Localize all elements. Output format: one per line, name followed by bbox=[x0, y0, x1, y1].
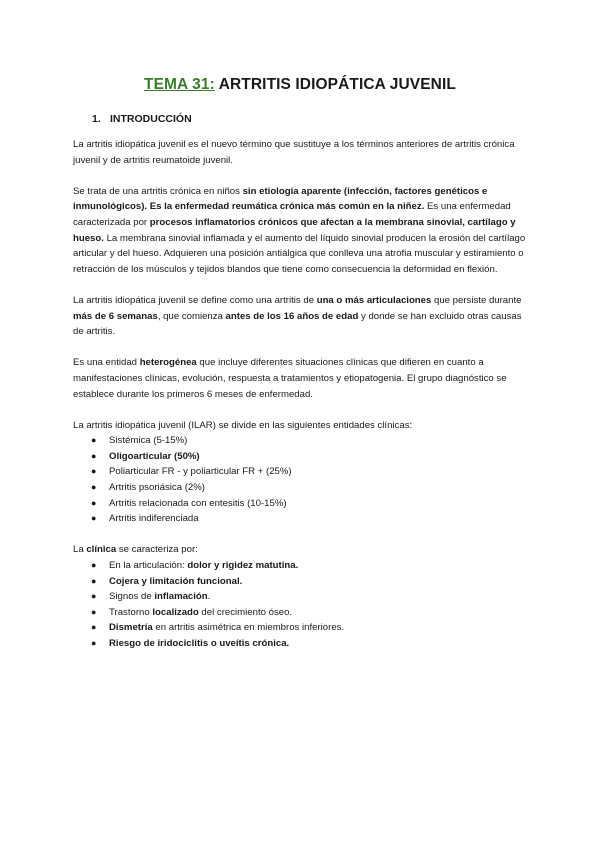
bold-text: sin etiología aparente (infección, factores genéticos e inmunológicos). Es la enfermedad reumática crónica más común en la niñez. bbox=[73, 185, 488, 213]
text-run: Artritis psoriásica (2%) bbox=[109, 482, 205, 494]
bold-text: heterogénea bbox=[139, 357, 197, 369]
section-title: INTRODUCCIÓN bbox=[110, 113, 192, 125]
bold-text: inflamación bbox=[154, 591, 208, 603]
text-run: y donde se han excluido otras causas de artritis. bbox=[73, 310, 522, 338]
bullet-icon: ● bbox=[91, 497, 97, 508]
list-item bbox=[73, 589, 533, 605]
list-item bbox=[73, 464, 533, 480]
bold-text: Riesgo de iridociclitis o uveítis crónica. bbox=[109, 638, 290, 649]
bold-text: más de 6 semanas bbox=[73, 310, 158, 322]
page-title bbox=[0, 76, 600, 94]
bullet-icon: ● bbox=[91, 466, 97, 477]
bullet-icon: ● bbox=[91, 482, 97, 493]
text-run: en artritis asimétrica en miembros inferiores. bbox=[152, 622, 345, 634]
paragraph-definition-term: La artritis idiopática juvenil es el nuevo término que sustituye a los términos anteriores de artritis crónica juvenil y de artritis reumatoide juvenil. bbox=[73, 139, 515, 166]
section-number: 1. bbox=[92, 113, 101, 125]
list-clinica bbox=[73, 558, 533, 652]
bold-text: localizado bbox=[152, 606, 199, 618]
paragraph-description bbox=[73, 184, 533, 278]
text-run: que incluye diferentes situaciones clínicas que difieren en cuanto a manifestaciones clínicas, evolución, respuesta a tratamientos y etiopatogenia. El grupo diagnóstico se establece durante los primeros 6 meses de enfermedad. bbox=[73, 357, 507, 400]
list-item bbox=[73, 605, 533, 621]
bullet-icon: ● bbox=[91, 606, 97, 617]
bold-text: Cojera y limitación funcional. bbox=[109, 575, 243, 587]
text-run: La membrana sinovial inflamada y el aumento del líquido sinovial producen la erosión del cartílago articular y del hueso. Adquieren una posición antiálgica que conlleva una atrofia muscular y estiramiento o retracción de los músculos y tejidos blandos que tiene como consecuencia la deformidad en flexión. bbox=[73, 232, 526, 275]
text-run: Se trata de una artritis crónica en niños bbox=[73, 185, 243, 197]
paragraph-heterogeneity bbox=[73, 355, 533, 402]
bold-text: Oligoarticular (50%) bbox=[109, 450, 200, 462]
bold-text: Dismetría bbox=[109, 622, 153, 634]
paragraph-ilar-intro: La artritis idiopática juvenil (ILAR) se divide en las siguientes entidades clínicas: bbox=[73, 419, 413, 431]
list-item bbox=[73, 620, 533, 636]
bold-text: procesos inflamatorios crónicos que afectan a la membrana sinovial, cartílago y hueso. bbox=[73, 216, 516, 244]
list-item bbox=[73, 636, 533, 652]
text-run: Poliarticular FR - y poliarticular FR + (25%) bbox=[109, 466, 292, 478]
text-run: , que comienza bbox=[157, 310, 226, 322]
bold-text: una o más articulaciones bbox=[316, 294, 432, 306]
text-run: La bbox=[73, 544, 87, 556]
text-run: Sistémica (5-15%) bbox=[109, 435, 188, 447]
bullet-icon: ● bbox=[91, 450, 97, 461]
bullet-icon: ● bbox=[91, 560, 97, 571]
bullet-icon: ● bbox=[91, 513, 97, 524]
bullet-icon: ● bbox=[91, 435, 97, 446]
list-entidades-clinicas bbox=[73, 433, 533, 527]
list-item bbox=[73, 496, 533, 512]
text-run: Es una entidad bbox=[73, 357, 140, 369]
title-topic-number: TEMA 31: bbox=[144, 76, 215, 93]
text-run: Artritis indiferenciada bbox=[109, 513, 199, 525]
text-run: se caracteriza por: bbox=[116, 544, 198, 556]
document-body bbox=[73, 137, 533, 667]
text-run: La artritis idiopática juvenil se define como una artritis de bbox=[73, 294, 317, 306]
list-item bbox=[73, 574, 533, 590]
bullet-icon: ● bbox=[91, 638, 97, 648]
title-text: ARTRITIS IDIOPÁTICA JUVENIL bbox=[214, 76, 456, 93]
list-item bbox=[73, 558, 533, 574]
bullet-icon: ● bbox=[91, 591, 97, 602]
text-run: Es una enfermedad caracterizada por bbox=[73, 201, 511, 228]
bold-text: dolor y rigidez matutina. bbox=[187, 560, 299, 572]
list-item bbox=[73, 480, 533, 496]
list-item bbox=[73, 449, 533, 465]
text-run: En la articulación: bbox=[109, 560, 188, 572]
list-item bbox=[73, 433, 533, 449]
list-item bbox=[73, 511, 533, 527]
paragraph-definition-criteria bbox=[73, 293, 533, 340]
text-run: Artritis relacionada con entesitis (10-15%) bbox=[109, 497, 287, 509]
bold-text: antes de los 16 años de edad bbox=[225, 310, 359, 322]
bold-text: clínica bbox=[86, 544, 117, 556]
text-run: del crecimiento óseo. bbox=[198, 606, 293, 618]
text-run: Trastorno bbox=[109, 606, 153, 618]
bullet-icon: ● bbox=[91, 622, 97, 633]
text-run: . bbox=[207, 591, 211, 603]
bullet-icon: ● bbox=[91, 575, 97, 586]
text-run: que persiste durante bbox=[431, 294, 522, 306]
text-run: Signos de bbox=[109, 591, 155, 603]
section-heading bbox=[92, 113, 192, 125]
paragraph-clinica-intro bbox=[73, 542, 533, 558]
